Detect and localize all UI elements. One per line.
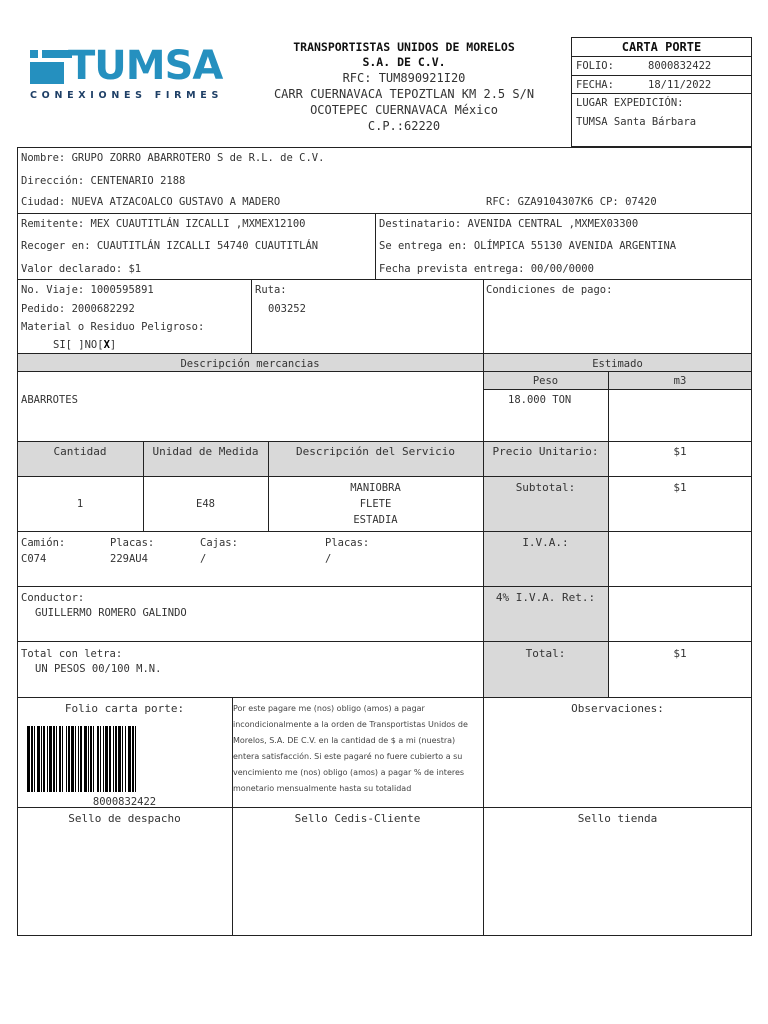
material-peligroso-label: Material o Residuo Peligroso: — [21, 321, 205, 333]
peso-value: 18.000 TON — [508, 394, 572, 406]
condiciones-pago: Condiciones de pago: — [486, 284, 613, 296]
folio-value: 8000832422 — [648, 60, 712, 72]
total-label: Total: — [525, 647, 566, 660]
placas-caja-label: Placas: — [325, 537, 370, 549]
sello-tienda-label: Sello tienda — [577, 812, 658, 825]
iva-retenido-label: 4% I.V.A. Ret.: — [495, 591, 596, 604]
barcode-number: 8000832422 — [92, 796, 157, 808]
pedido: Pedido: 2000682292 — [21, 303, 135, 315]
fecha-prevista-entrega: Fecha prevista entrega: 00/00/0000 — [379, 263, 594, 275]
ruta-value: 003252 — [268, 303, 306, 315]
sello-despacho-label: Sello de despacho — [68, 812, 181, 825]
cantidad-header: Cantidad — [53, 445, 107, 458]
descripcion-mercancias-header: Descripción mercancias — [180, 358, 320, 370]
servicio-flete: FLETE — [359, 498, 392, 510]
no-viaje: No. Viaje: 1000595891 — [21, 284, 154, 296]
cajas-value: / — [200, 553, 207, 565]
iva-label: I.V.A.: — [522, 536, 569, 549]
company-address: CARR CUERNAVACA TEPOZTLAN KM 2.5 S/N — [273, 87, 535, 101]
subtotal-label: Subtotal: — [515, 481, 576, 494]
conductor-value: GUILLERMO ROMERO GALINDO — [35, 607, 187, 619]
folio-carta-porte-label: Folio carta porte: — [64, 702, 185, 715]
pagare-legal-text: Por este pagare me (nos) obligo (amos) a pagar incondicionalmente a la orden de Transportistas Unidos de Morelos, S.A. DE C.V. en la cantidad de $ a mi (nuestra) entera satisfacción. Si este pagaré no fuere cubierto a su vencimiento me (nos) obligo (amos) a pagar % de interes monetario mensualmente hasta su totalidad — [233, 704, 468, 793]
mercancia-item: ABARROTES — [21, 394, 78, 406]
client-rfc-cp: RFC: GZA9104307K6 CP: 07420 — [486, 196, 657, 208]
sello-cedis-cliente-label: Sello Cedis-Cliente — [294, 812, 421, 825]
destinatario: Destinatario: AVENIDA CENTRAL ,MXMEX03300 — [379, 218, 639, 230]
camion-label: Camión: — [21, 537, 66, 549]
placas-value: 229AU4 — [110, 553, 148, 565]
fecha-label: FECHA: — [576, 79, 614, 91]
descripcion-servicio-header: Descripción del Servicio — [296, 445, 455, 458]
precio-unitario-value: $1 — [673, 445, 687, 458]
recoger-en: Recoger en: CUAUTITLÁN IZCALLI 54740 CUAUTITLÁN — [21, 240, 319, 252]
company-name-suffix: S.A. DE C.V. — [362, 55, 446, 69]
valor-declarado: Valor declarado: $1 — [21, 263, 142, 275]
lugar-expedicion-value: TUMSA Santa Bárbara — [576, 116, 697, 128]
observaciones-label: Observaciones: — [571, 702, 664, 715]
precio-unitario-label: Precio Unitario: — [492, 445, 599, 458]
logo-subtitle: CONEXIONES FIRMES — [30, 90, 224, 101]
company-name: TRANSPORTISTAS UNIDOS DE MORELOS — [293, 40, 515, 54]
ruta-label: Ruta: — [255, 284, 287, 296]
logo-wordmark: TUMSA — [68, 43, 223, 89]
subtotal-value: $1 — [673, 481, 687, 494]
client-nombre: Nombre: GRUPO ZORRO ABARROTERO S de R.L. de C.V. — [21, 152, 325, 164]
folio-label: FOLIO: — [576, 60, 614, 72]
se-entrega-en: Se entrega en: OLÍMPICA 55130 AVENIDA ARGENTINA — [379, 240, 677, 252]
remitente: Remitente: MEX CUAUTITLÁN IZCALLI ,MXMEX12100 — [21, 218, 306, 230]
lugar-expedicion-label: LUGAR EXPEDICIÓN: — [576, 97, 684, 109]
company-city: OCOTEPEC CUERNAVACA México — [310, 103, 498, 117]
no-mark: X — [103, 339, 110, 351]
total-letra-label: Total con letra: — [21, 648, 123, 660]
servicio-estadia: ESTADIA — [353, 514, 398, 526]
camion-value: C074 — [21, 553, 47, 565]
cantidad-value: 1 — [76, 498, 84, 510]
unidad-medida-value: E48 — [196, 498, 215, 510]
company-rfc: RFC: TUM890921I20 — [342, 71, 466, 85]
placas-caja-value: / — [325, 553, 332, 565]
total-letra-value: UN PESOS 00/100 M.N. — [35, 663, 162, 675]
carta-porte-title: CARTA PORTE — [621, 40, 702, 54]
placas-label: Placas: — [110, 537, 155, 549]
client-ciudad: Ciudad: NUEVA ATZACOALCO GUSTAVO A MADERO — [21, 196, 281, 208]
m3-header: m3 — [673, 375, 687, 387]
cajas-label: Cajas: — [200, 537, 238, 549]
material-peligroso-checkbox: SI[ ]NO[X] — [53, 339, 117, 351]
total-value: $1 — [673, 647, 687, 660]
folio-barcode — [27, 726, 138, 792]
fecha-value: 18/11/2022 — [648, 79, 712, 91]
client-direccion: Dirección: CENTENARIO 2188 — [21, 175, 186, 187]
company-zip: C.P.:62220 — [367, 119, 441, 133]
peso-header: Peso — [532, 375, 559, 387]
conductor-label: Conductor: — [21, 592, 85, 604]
servicio-maniobra: MANIOBRA — [350, 482, 401, 494]
estimado-header: Estimado — [592, 358, 643, 370]
unidad-medida-header: Unidad de Medida — [152, 445, 259, 458]
